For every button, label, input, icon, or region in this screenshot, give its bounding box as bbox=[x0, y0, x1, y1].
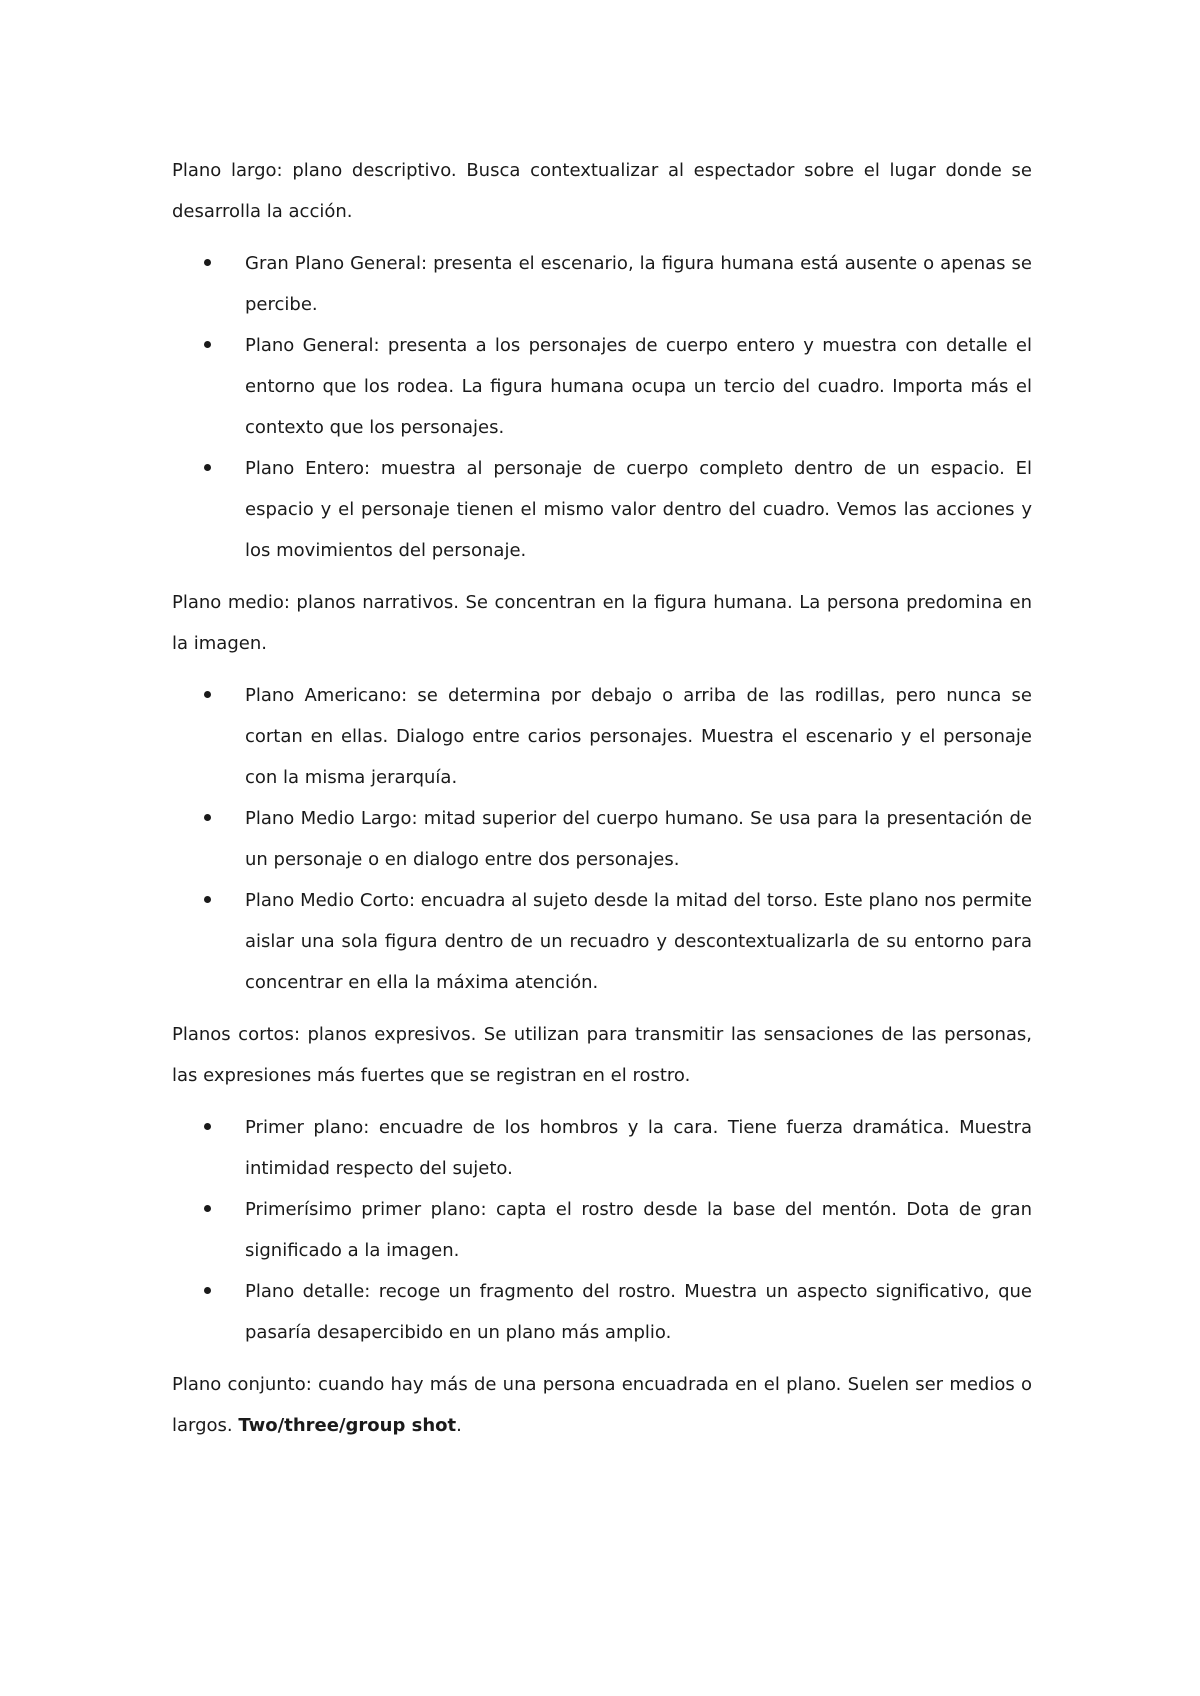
list-item-text: Plano Medio Largo: mitad superior del cuerpo humano. Se usa para la presentación de un personaje o en dialogo entre dos personajes. bbox=[245, 808, 1032, 870]
list-item bbox=[172, 675, 1032, 798]
list-item bbox=[172, 243, 1032, 325]
bullet-icon bbox=[204, 1123, 211, 1130]
bullet-list-planos-cortos bbox=[172, 1107, 1032, 1353]
bullet-list-plano-medio bbox=[172, 675, 1032, 1003]
list-item-text: Plano Americano: se determina por debajo o arriba de las rodillas, pero nunca se cortan en ellas. Dialogo entre carios personajes. Muestra el escenario y el personaje con la misma jerarquía. bbox=[245, 685, 1032, 788]
section-heading-plano-medio: Plano medio: planos narrativos. Se concentran en la figura humana. La persona predomina en la imagen. bbox=[172, 592, 1032, 654]
bullet-icon bbox=[204, 691, 211, 698]
bullet-icon bbox=[204, 1287, 211, 1294]
bullet-icon bbox=[204, 464, 211, 471]
list-item bbox=[172, 325, 1032, 448]
list-item bbox=[172, 448, 1032, 571]
bullet-icon bbox=[204, 259, 211, 266]
section-heading-plano-largo: Plano largo: plano descriptivo. Busca contextualizar al espectador sobre el lugar donde se desarrolla la acción. bbox=[172, 160, 1032, 222]
document-body bbox=[172, 150, 1032, 1446]
closing-text: Plano conjunto: cuando hay más de una persona encuadrada en el plano. Suelen ser medios o largos. bbox=[172, 1374, 1032, 1436]
bullet-icon bbox=[204, 341, 211, 348]
list-item-text: Plano General: presenta a los personajes de cuerpo entero y muestra con detalle el entorno que los rodea. La figura humana ocupa un tercio del cuadro. Importa más el contexto que los personajes. bbox=[245, 335, 1032, 438]
bullet-list-plano-largo bbox=[172, 243, 1032, 571]
list-item bbox=[172, 1189, 1032, 1271]
list-item-text: Gran Plano General: presenta el escenario, la figura humana está ausente o apenas se percibe. bbox=[245, 253, 1032, 315]
bullet-icon bbox=[204, 896, 211, 903]
list-item-text: Primerísimo primer plano: capta el rostro desde la base del mentón. Dota de gran significado a la imagen. bbox=[245, 1199, 1032, 1261]
list-item-text: Plano detalle: recoge un fragmento del rostro. Muestra un aspecto significativo, que pasaría desapercibido en un plano más amplio. bbox=[245, 1281, 1032, 1343]
list-item bbox=[172, 1107, 1032, 1189]
closing-end: . bbox=[456, 1415, 462, 1436]
list-item bbox=[172, 880, 1032, 1003]
list-item bbox=[172, 1271, 1032, 1353]
closing-paragraph bbox=[172, 1364, 1032, 1446]
bullet-icon bbox=[204, 1205, 211, 1212]
list-item bbox=[172, 798, 1032, 880]
closing-bold-term: Two/three/group shot bbox=[238, 1415, 457, 1436]
bullet-icon bbox=[204, 814, 211, 821]
list-item-text: Plano Medio Corto: encuadra al sujeto desde la mitad del torso. Este plano nos permite aislar una sola figura dentro de un recuadro y descontextualizarla de su entorno para concentrar en ella la máxima atención. bbox=[245, 890, 1032, 993]
list-item-text: Primer plano: encuadre de los hombros y la cara. Tiene fuerza dramática. Muestra intimidad respecto del sujeto. bbox=[245, 1117, 1032, 1179]
section-heading-planos-cortos: Planos cortos: planos expresivos. Se utilizan para transmitir las sensaciones de las personas, las expresiones más fuertes que se registran en el rostro. bbox=[172, 1024, 1032, 1086]
list-item-text: Plano Entero: muestra al personaje de cuerpo completo dentro de un espacio. El espacio y el personaje tienen el mismo valor dentro del cuadro. Vemos las acciones y los movimientos del personaje. bbox=[245, 458, 1032, 561]
